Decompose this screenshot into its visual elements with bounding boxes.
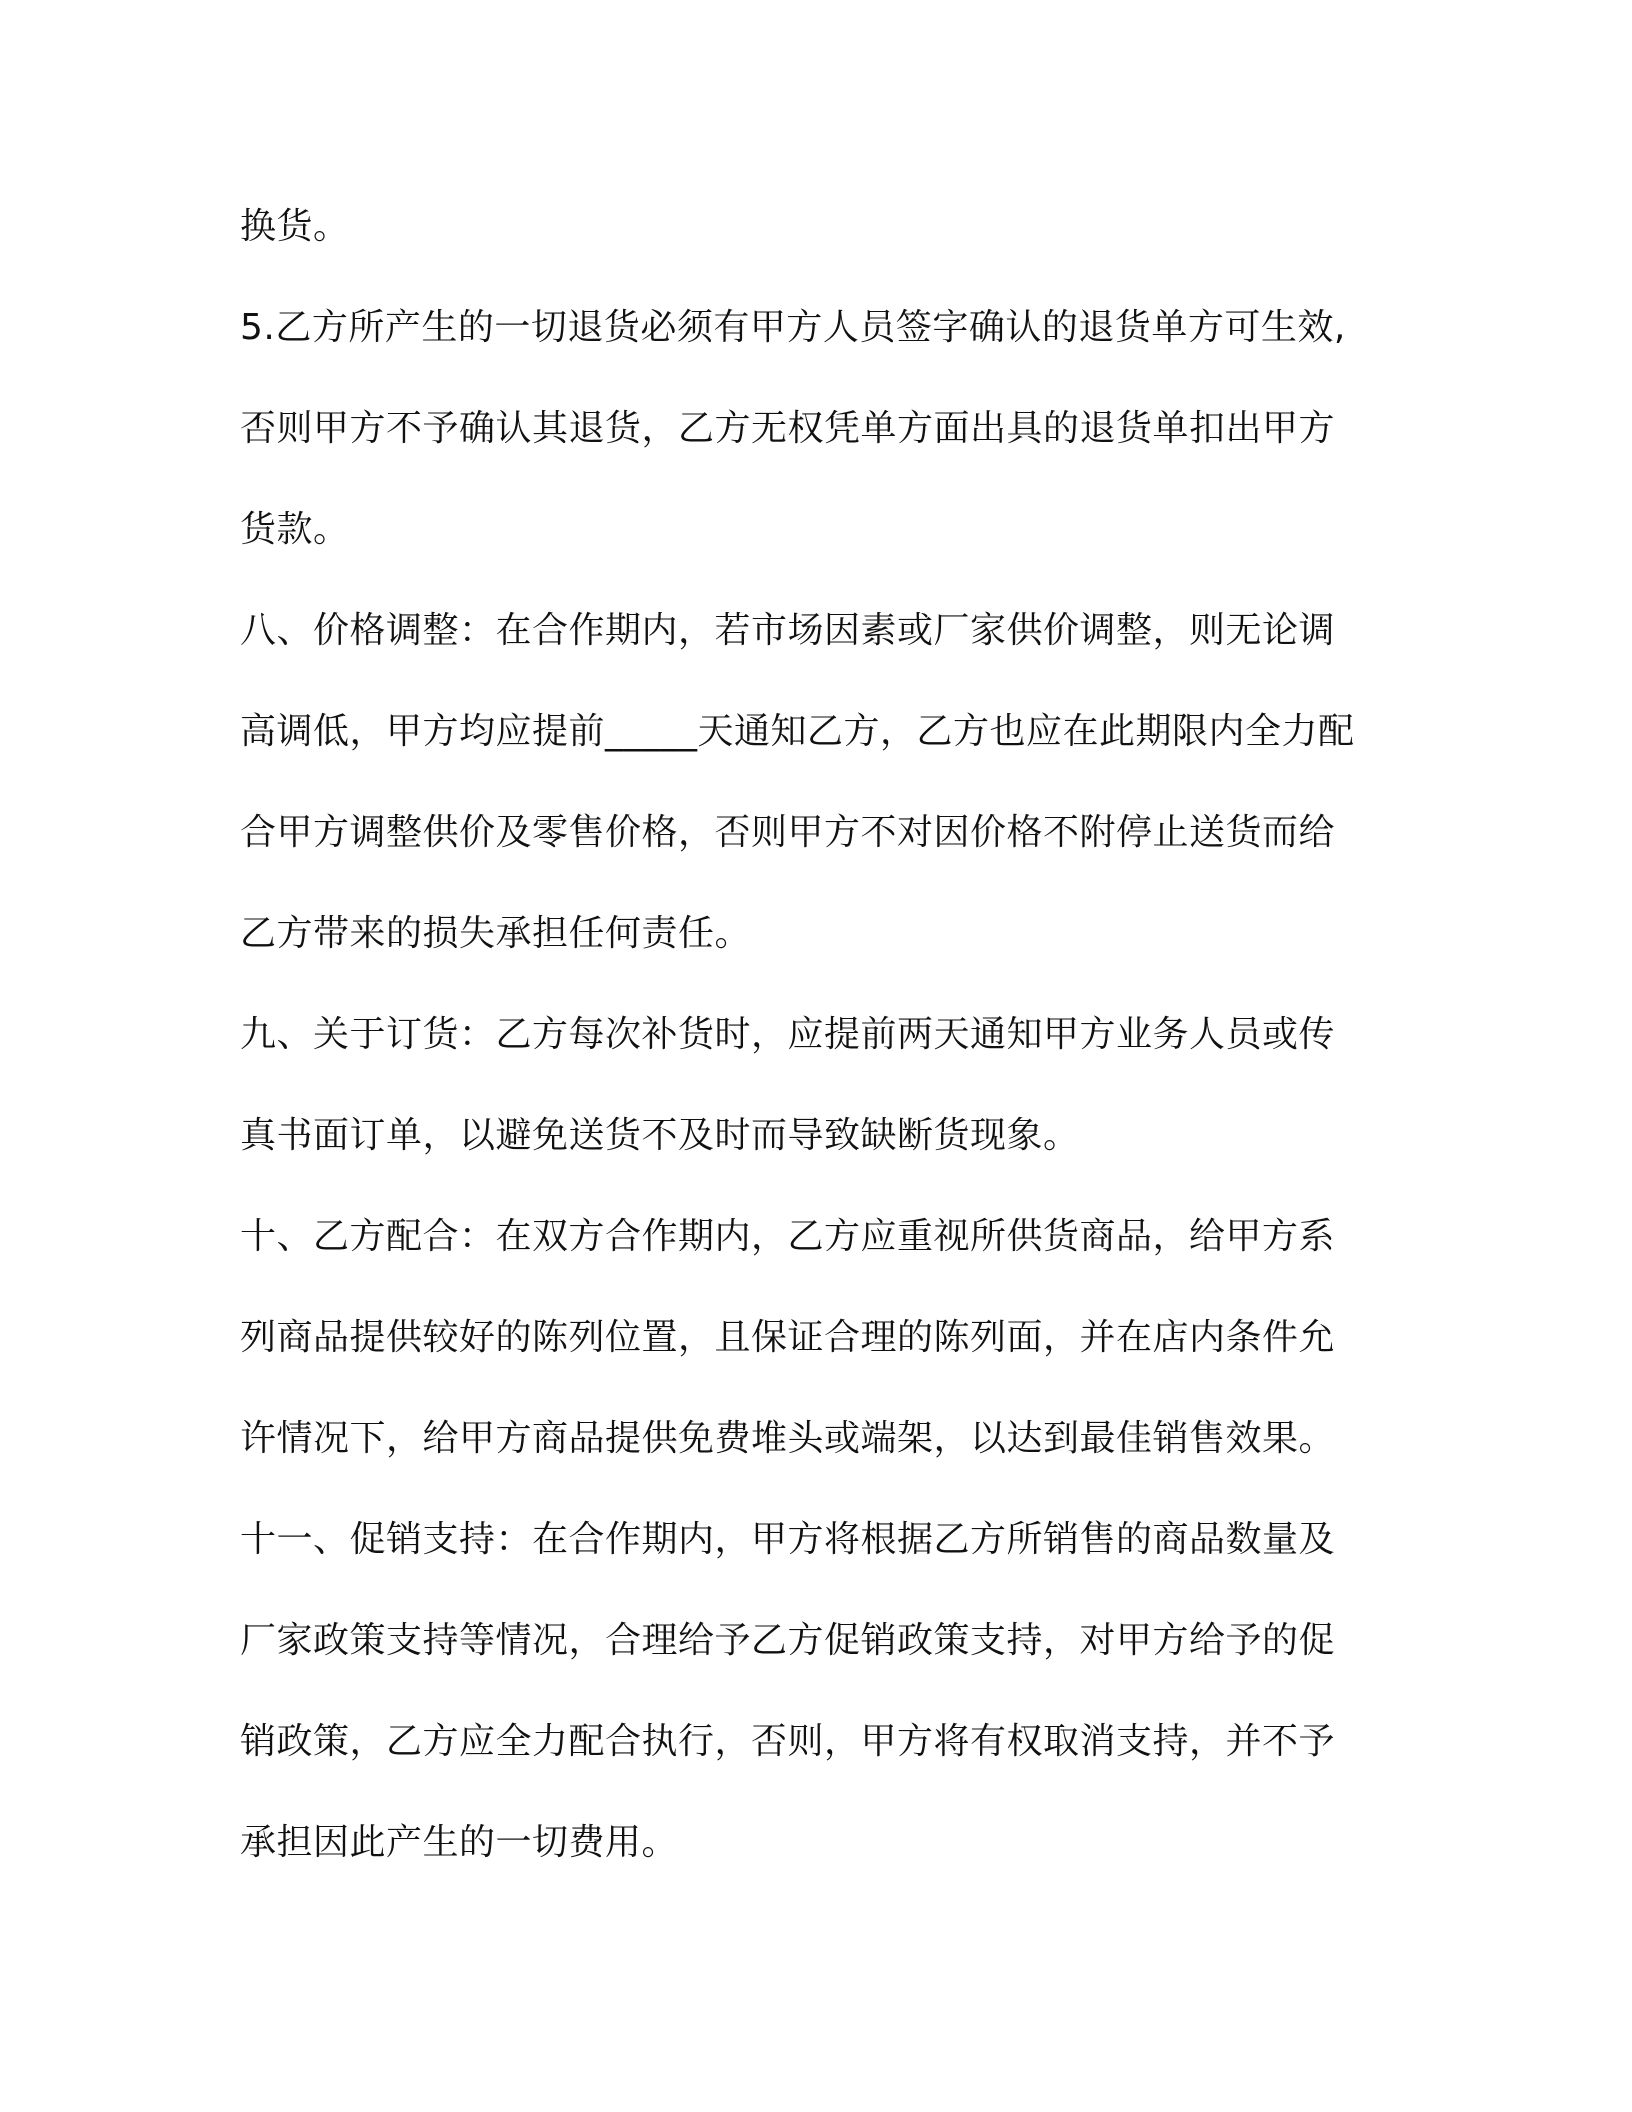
text-line: 换货。 xyxy=(240,206,350,247)
text-line: 高调低，甲方均应提前_____天通知乙方，乙方也应在此期限内全力配 xyxy=(240,711,1355,752)
text-line: 真书面订单，以避免送货不及时而导致缺断货现象。 xyxy=(240,1115,1080,1156)
text-line: 5.乙方所产生的一切退货必须有甲方人员签字确认的退货单方可生效, xyxy=(240,307,1346,348)
document-body xyxy=(240,176,1400,1893)
text-line: 九、关于订货：乙方每次补货时，应提前两天通知甲方业务人员或传 xyxy=(240,1014,1336,1055)
text-line: 十、乙方配合：在双方合作期内，乙方应重视所供货商品，给甲方系 xyxy=(240,1216,1336,1257)
text-line: 十一、促销支持：在合作期内，甲方将根据乙方所销售的商品数量及 xyxy=(240,1519,1336,1560)
text-line: 否则甲方不予确认其退货，乙方无权凭单方面出具的退货单扣出甲方 xyxy=(240,408,1336,449)
text-line: 合甲方调整供价及零售价格，否则甲方不对因价格不附停止送货而给 xyxy=(240,812,1336,853)
text-line: 货款。 xyxy=(240,509,350,550)
text-line: 乙方带来的损失承担任何责任。 xyxy=(240,913,752,954)
text-line: 八、价格调整：在合作期内，若市场因素或厂家供价调整，则无论调 xyxy=(240,610,1336,651)
text-line: 销政策，乙方应全力配合执行，否则，甲方将有权取消支持，并不予 xyxy=(240,1721,1336,1762)
text-line: 厂家政策支持等情况，合理给予乙方促销政策支持，对甲方给予的促 xyxy=(240,1620,1336,1661)
text-line: 许情况下，给甲方商品提供免费堆头或端架，以达到最佳销售效果。 xyxy=(240,1418,1336,1459)
text-line: 承担因此产生的一切费用。 xyxy=(240,1822,679,1863)
text-line: 列商品提供较好的陈列位置，且保证合理的陈列面，并在店内条件允 xyxy=(240,1317,1336,1358)
